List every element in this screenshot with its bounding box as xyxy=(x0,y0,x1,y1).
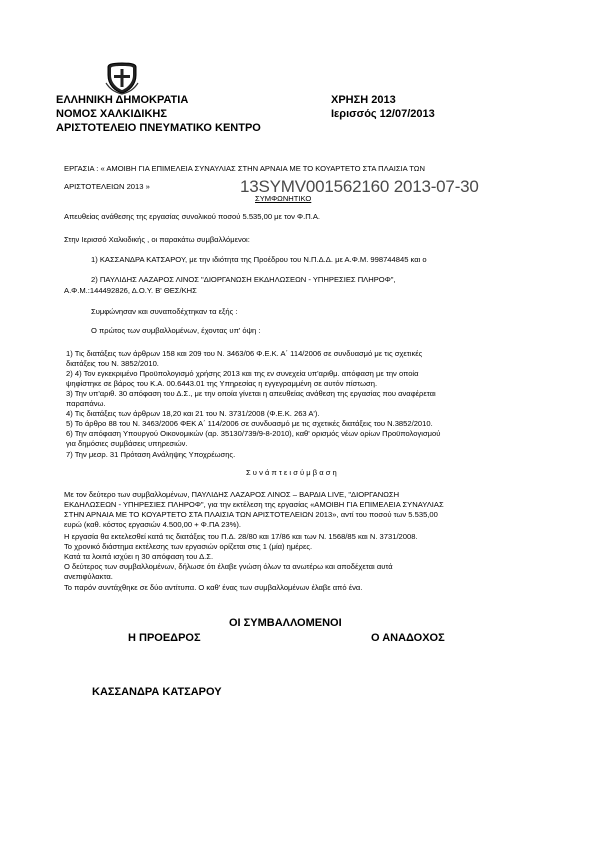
body-line: Το χρονικό διάστημα εκτέλεσης των εργασιών ορίζεται στις 1 (μία) ημέρες. xyxy=(64,542,313,551)
contract-heading: Σ υ ν ά π τ ε ι σ ύ μ β α σ η xyxy=(246,468,337,477)
body-line: ΣΤΗΝ ΑΡΝΑΙΑ ΜΕ ΤΟ ΚΟΥΑΡΤΕΤΟ ΣΤΑ ΠΛΑΙΣΙΑ ΤΩΝ ΑΡΙΣΤΟΤΕΛΕΙΩΝ 2013», αντί του ποσού των 5.535,00 xyxy=(64,510,438,519)
body-line: 1) Τις διατάξεις των άρθρων 158 και 209 του Ν. 3463/06 Φ.Ε.Κ. Α΄ 114/2006 σε συνδυασμό με τις σχετικές xyxy=(66,349,423,358)
body-line: 3) Την υπ'αριθ. 30 απόφαση του Δ.Σ., με την οποία γίνεται η απευθείας ανάθεση της εργασίας που αναφέρεται xyxy=(66,389,436,398)
header-line: ΕΛΛΗΝΙΚΗ ΔΗΜΟΚΡΑΤΙΑ xyxy=(56,94,189,106)
body-line: Στην Ιερισσό Χαλκιδικής , οι παρακάτω συμβαλλόμενοι: xyxy=(64,235,250,244)
body-line: για δημόσιες συμβάσεις υπηρεσιών. xyxy=(66,439,188,448)
body-line: Κατά τα λοιπά ισχύει η 30 απόφαση του Δ.Σ. xyxy=(64,552,214,561)
body-line: Το παρόν συντάχθηκε σε δύο αντίτυπα. Ο καθ' ένας των συμβαλλομένων έλαβε από ένα. xyxy=(64,583,363,592)
body-line: ανεπιφύλακτα. xyxy=(64,572,113,581)
coat-of-arms-icon xyxy=(104,61,140,95)
body-line: Συμφώνησαν και συναποδέχτηκαν τα εξής : xyxy=(91,307,238,316)
header-left xyxy=(56,93,261,135)
body-line: 7) Την μεσρ. 31 Πρόταση Ανάληψης Υποχρέωσης. xyxy=(66,450,236,459)
body-line: Η εργασία θα εκτελεσθεί κατά τις διατάξεις του Π.Δ. 28/80 και 17/86 και των Ν. 1568/85 και Ν. 3731/2008. xyxy=(64,532,418,541)
body-line: 5) Το άρθρο 88 του Ν. 3463/2006 ΦΕΚ Α΄ 114/2006 σε συνδυασμό με τις σχετικές διατάξεις του Ν.3852/2010. xyxy=(66,419,433,428)
body-line: Απευθείας ανάθεσης της εργασίας συνολικού ποσού 5.535,00 με τον Φ.Π.Α. xyxy=(64,212,320,221)
body-line: παραπάνω. xyxy=(66,399,106,408)
body-line: 2) ΠΑΥΛΙΔΗΣ ΛΑΖΑΡΟΣ ΛΙΝΟΣ "ΔΙΟΡΓΑΝΩΣΗ ΕΚΔΗΛΩΣΕΩΝ - ΥΠΗΡΕΣΙΕΣ ΠΛΗΡΟΦ", xyxy=(91,275,396,284)
document-title: ΣΥΜΦΩΝΗΤΙΚΟ xyxy=(255,194,312,203)
body-line: Α.Φ.Μ.:144492826, Δ.Ο.Υ. Β' ΘΕΣ/ΚΗΣ xyxy=(64,286,197,295)
signatures-title: ΟΙ ΣΥΜΒΑΛΛΟΜΕΝΟΙ xyxy=(229,617,342,629)
body-line: διατάξεις του Ν. 3852/2010. xyxy=(66,359,159,368)
body-line: Με τον δεύτερο των συμβαλλομένων, ΠΑΥΛΙΔΗΣ ΛΑΖΑΡΟΣ ΛΙΝΟΣ – ΒΑΡΔΙΑ LIVE, "ΔΙΟΡΓΑΝΩΣΗ xyxy=(64,490,400,499)
body-line: ΕΚΔΗΛΩΣΕΩΝ - ΥΠΗΡΕΣΙΕΣ ΠΛΗΡΟΦ", για την εκτέλεση της εργασίας «ΑΜΟΙΒΗ ΓΙΑ ΕΠΙΜΕΛΕΙΑ ΣΥΝΑΥΛΙΑΣ xyxy=(64,500,444,509)
header-line: ΝΟΜΟΣ ΧΑΛΚΙΔΙΚΗΣ xyxy=(56,108,167,120)
ergasia-line: ΑΡΙΣΤΟΤΕΛΕΙΩΝ 2013 » xyxy=(64,182,150,191)
body-line: 1) ΚΑΣΣΑΝΔΡΑ ΚΑΤΣΑΡΟΥ, με την ιδιότητα της Προέδρου του Ν.Π.Δ.Δ. με Α.Φ.Μ. 998744845 και ο xyxy=(91,255,427,264)
header-line: ΑΡΙΣΤΟΤΕΛΕΙΟ ΠΝΕΥΜΑΤΙΚΟ ΚΕΝΤΡΟ xyxy=(56,122,261,134)
body-line: 6) Την απόφαση Υπουργού Οικονομικών (αρ. 35130/739/9-8-2010), καθ' ορισμός νέων ορίων Προϋπολογισμού xyxy=(66,429,441,438)
ergasia-line: ΕΡΓΑΣΙΑ : « ΑΜΟΙΒΗ ΓΙΑ ΕΠΙΜΕΛΕΙΑ ΣΥΝΑΥΛΙΑΣ ΣΤΗΝ ΑΡΝΑΙΑ ΜΕ ΤΟ ΚΟΥΑΡΤΕΤΟ ΣΤΑ ΠΛΑΙΣΙΑ ΤΩΝ xyxy=(64,164,425,173)
body-line: 2) 4) Τον εγκεκριμένο Προϋπολογισμό χρήσης 2013 και της εν συνεχεία υπ'αριθμ. απόφαση με την οποία xyxy=(66,369,419,378)
signature-right-label: Ο ΑΝΑΔΟΧΟΣ xyxy=(371,632,445,644)
header-line: ΧΡΗΣΗ 2013 xyxy=(331,94,396,106)
body-line: ευρώ (καθ. κόστος εργασιών 4.500,00 + Φ.ΠΑ 23%). xyxy=(64,520,242,529)
body-line: ψηφίστηκε σε βάρος του Κ.Α. 00.6443.01 της Υπηρεσίας η εγγεγραμμένη σε αυτόν πίστωση. xyxy=(66,379,378,388)
header-line: Ιερισσός 12/07/2013 xyxy=(331,108,435,120)
body-line: 4) Τις διατάξεις των άρθρων 18,20 και 21 του Ν. 3731/2008 (Φ.Ε.Κ. 263 Α'). xyxy=(66,409,320,418)
signatory-name: ΚΑΣΣΑΝΔΡΑ ΚΑΤΣΑΡΟΥ xyxy=(92,686,222,698)
registry-stamp: 13SYMV001562160 2013-07-30 xyxy=(240,177,479,196)
body-line: Ο πρώτος των συμβαλλομένων, έχοντας υπ' όψη : xyxy=(91,326,261,335)
body-line: Ο δεύτερος των συμβαλλομένων, δήλωσε ότι έλαβε γνώση όλων τα ανωτέρω και αποδέχεται αυτά xyxy=(64,562,393,571)
signature-left-label: Η ΠΡΟΕΔΡΟΣ xyxy=(128,632,201,644)
header-right xyxy=(331,93,435,121)
